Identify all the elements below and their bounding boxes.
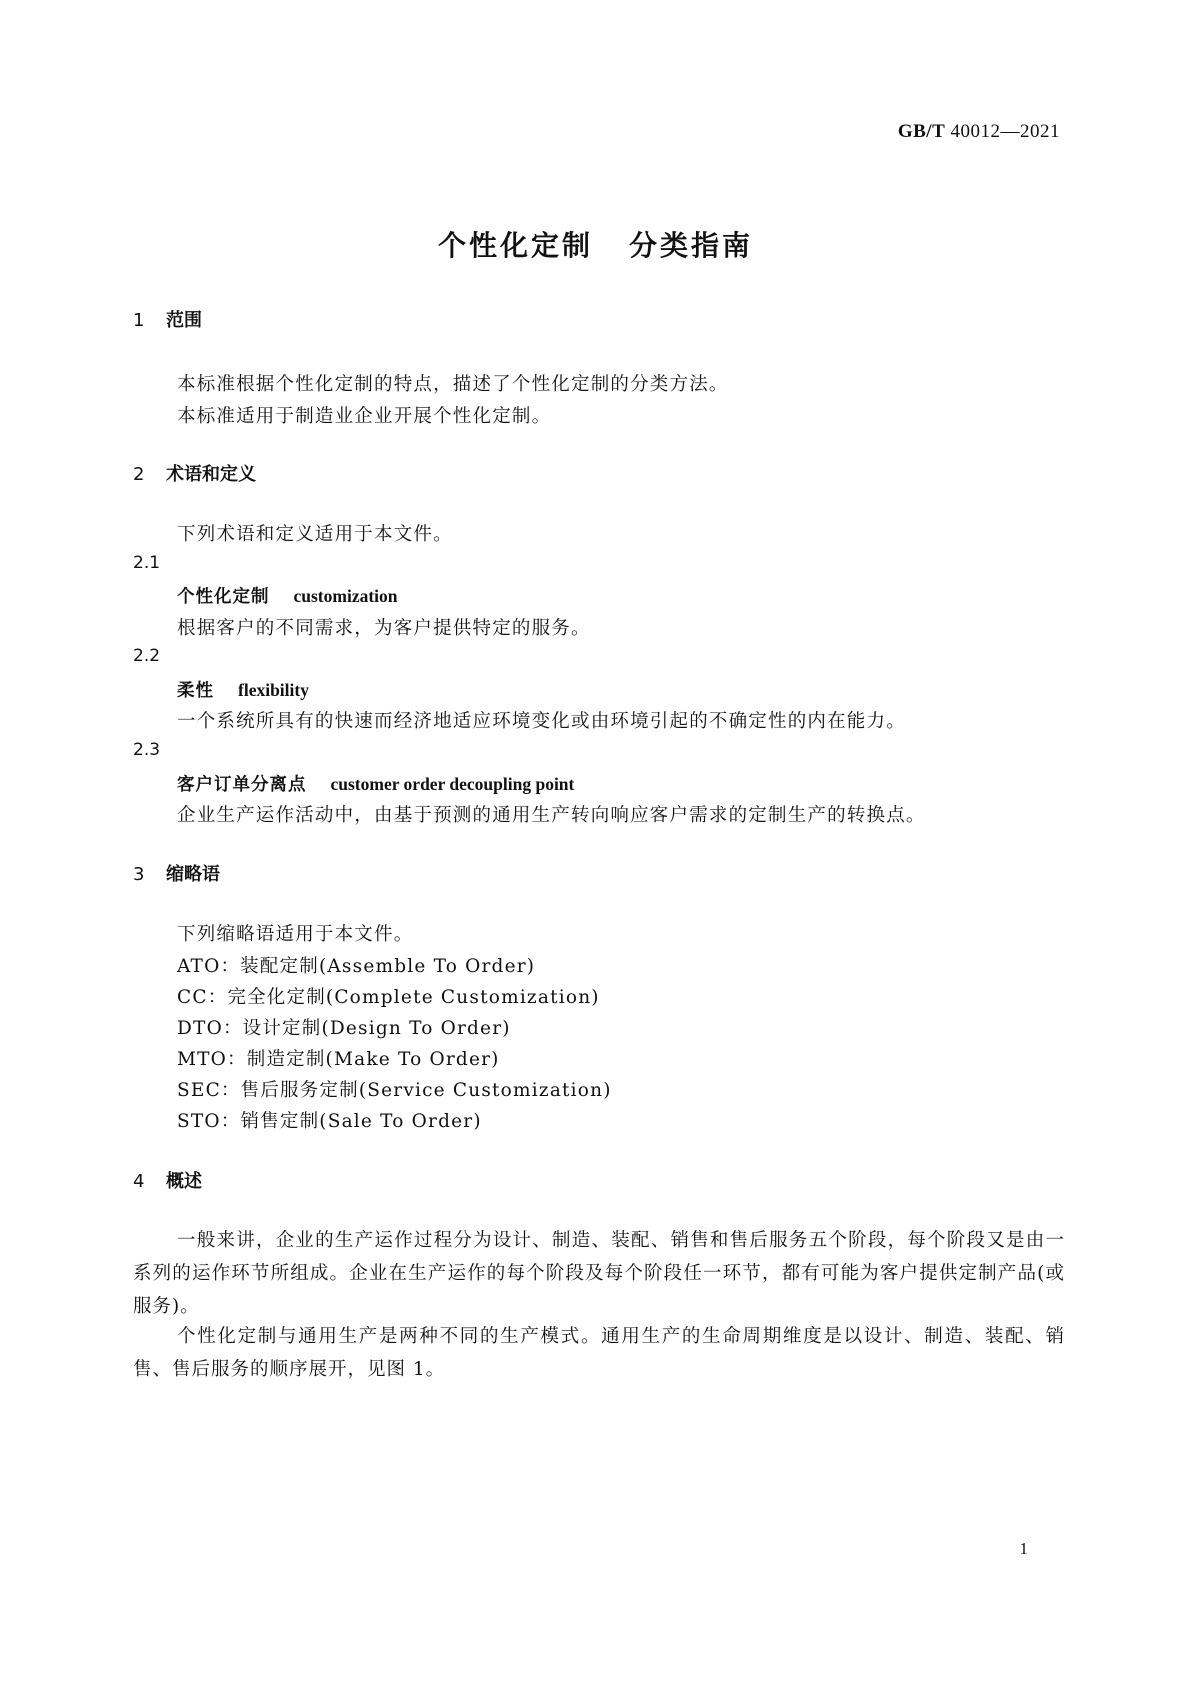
abbreviation-item: DTO：设计定制(Design To Order) [177, 1018, 511, 1039]
standard-number: 40012—2021 [950, 121, 1060, 142]
page-title: 个性化定制 分类指南 [437, 229, 754, 262]
document-number [898, 121, 1060, 143]
term-title: 柔性 flexibility [177, 680, 309, 701]
abbreviation-item: MTO：制造定制(Make To Order) [177, 1049, 500, 1070]
term-definition: 一个系统所具有的快速而经济地适应环境变化或由环境引起的不确定性的内在能力。 [177, 711, 906, 732]
term-number: 2.3 [133, 740, 161, 760]
page-number: 1 [1019, 1539, 1028, 1558]
term-title: 个性化定制 customization [177, 586, 398, 607]
section-3-heading: 3 缩略语 [133, 864, 220, 885]
section-1-heading: 1 范围 [133, 310, 202, 331]
term-number: 2.1 [133, 553, 161, 573]
section-1-line-2: 本标准适用于制造业企业开展个性化定制。 [177, 406, 552, 427]
overview-paragraph-2: 个性化定制与通用生产是两种不同的生产模式。通用生产的生命周期维度是以设计、制造、装配、销售、售后服务的顺序展开，见图 1。 [133, 1326, 1065, 1380]
section-2-heading: 2 术语和定义 [133, 464, 256, 485]
term-definition: 根据客户的不同需求，为客户提供特定的服务。 [177, 618, 591, 639]
term-number: 2.2 [133, 646, 161, 666]
abbreviation-item: CC：完全化定制(Complete Customization) [177, 987, 600, 1008]
abbreviation-item: ATO：装配定制(Assemble To Order) [177, 956, 536, 977]
term-title: 客户订单分离点 customer order decoupling point [177, 774, 575, 795]
section-1-line-1: 本标准根据个性化定制的特点，描述了个性化定制的分类方法。 [177, 374, 729, 395]
abbreviation-item: STO：销售定制(Sale To Order) [177, 1111, 482, 1132]
section-4-heading: 4 概述 [133, 1171, 202, 1192]
section-3-intro: 下列缩略语适用于本文件。 [177, 924, 414, 945]
section-2-intro: 下列术语和定义适用于本文件。 [177, 524, 453, 545]
standard-code: GB/T [897, 121, 946, 142]
overview-paragraph-1: 一般来讲，企业的生产运作过程分为设计、制造、装配、销售和售后服务五个阶段，每个阶段又是由一系列的运作环节所组成。企业在生产运作的每个阶段及每个阶段任一环节，都有可能为客户提供定制产品(或服务)。 [133, 1230, 1065, 1317]
abbreviation-item: SEC：售后服务定制(Service Customization) [177, 1080, 612, 1101]
term-definition: 企业生产运作活动中，由基于预测的通用生产转向响应客户需求的定制生产的转换点。 [177, 805, 926, 826]
